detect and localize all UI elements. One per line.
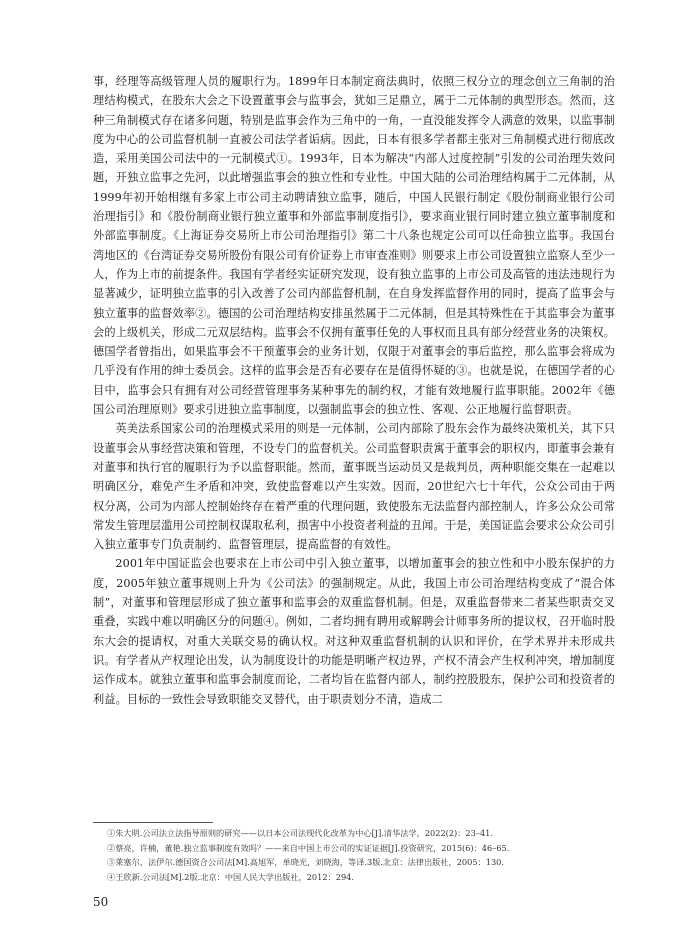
footnote-divider: [93, 822, 213, 823]
footnote-1: ①朱大明.公司法立法指导原则的研究——以日本公司法现代化改革为中心[J].清华法学，2022(2)：23–41.: [107, 828, 493, 838]
footnotes: [107, 826, 615, 884]
paragraph-anglo-american-model: 英美法系国家公司的治理模式采用的则是一元体制，公司内部除了股东会作为最终决策机关，其下只设董事会从事经营决策和管理，不设专门的监督机关。公司监督职责寓于董事会的职权内，即董事会兼有对董事和执行官的履职行为予以监督职能。然而，董事既当运动员又是裁判员，两种职能交集在一起难以明确区分，难免产生矛盾和冲突，致使监督难以产生实效。因而，20世纪六七十年代，公众公司由于两权分离，公司为内部人控制始终存在着严重的代理问题，致使股东无法监督内部控制人，许多公众公司常常发生管理层滥用公司控制权谋取私利，损害中小投资者利益的丑闻。于是，美国证监会要求公众公司引入独立董事专门负责制约、监督管理层，提高监督的有效性。: [93, 422, 615, 552]
body-text: [93, 72, 615, 709]
page-number: 50: [93, 895, 109, 909]
paragraph-continuation: 事，经理等高级管理人员的履职行为。1899年日本制定商法典时，依照三权分立的理念创立三角制的治理结构模式，在股东大会之下设置董事会与监事会，犹如三足鼎立，属于二元体制的典型形态。然而，这种三角制模式存在诸多问题，特别是监事会作为三角中的一角，一直没能发挥令人满意的效果，以监事制度为中心的公司监督机制一直被公司法学者诟病。因此，日本有很多学者都主张对三角制模式进行彻底改造，采用美国公司法中的一元制模式①。1993年，日本为解决“内部人过度控制”引发的公司治理失效问题，开独立监事之先河，以此增强监事会的独立性和专业性。中国大陆的公司治理结构属于二元体制，从1999年初开始相继有多家上市公司主动聘请独立监事，随后，中国人民银行制定《股份制商业银行公司治理指引》和《股份制商业银行独立董事和外部监事制度指引》，要求商业银行同时建立独立董事制度和外部监事制度。《上海证券交易所上市公司治理指引》第二十八条也规定公司可以任命独立监事。我国台湾地区的《台湾证券交易所股份有限公司有价证券上市审查准则》则要求上市公司设置独立监察人至少一人，作为上市的前提条件。我国有学者经实证研究发现，设有独立监事的上市公司及高管的违法违规行为显著减少，证明独立监事的引入改善了公司内部监督机制，在自身发挥监督作用的同时，提高了监事会与独立董事的监督效率②。德国的公司治理结构安排虽然属于二元体制，但是其特殊性在于其监事会为董事会的上级机关，形成二元双层结构。监事会不仅拥有董事任免的人事权而且具有部分经营业务的决策权。德国学者曾指出，如果监事会不干预董事会的业务计划，仅限于对董事会的事后监控，那么监事会将成为几乎没有作用的绅士委员会。这样的监事会是否有必要存在是值得怀疑的③。也就是说，在德国学者的心目中，监事会只有拥有对公司经营管理事务某种事先的制约权，才能有效地履行监事职能。2002年《德国公司治理原则》要求引进独立监事制度，以强制监事会的独立性、客观、公正地履行监督职责。: [93, 75, 615, 417]
paragraph-china-2001: 2001年中国证监会也要求在上市公司中引入独立董事，以增加董事会的独立性和中小股东保护的力度，2005年独立董事规则上升为《公司法》的强制规定。从此，我国上市公司治理结构变成了“混合体制”，对董事和管理层形成了独立董事和监事会的双重监督机制。但是，双重监督带来二者某些职责交叉重叠，实践中难以明确区分的问题④。例如，二者均拥有聘用或解聘会计师事务所的提议权，召开临时股东大会的提请权，对重大关联交易的确认权。对这种双重监督机制的认识和评价，在学术界并未形成共识。有学者从产权理论出发，认为制度设计的功能是明晰产权边界，产权不清会产生权利冲突，增加制度运作成本。就独立董事和监事会制度而论，二者均旨在监督内部人，制约控股股东，保护公司和投资者的利益。目标的一致性会导致职能交叉替代，由于职责划分不清，造成二: [93, 557, 615, 706]
footnote-2: ②蔡亮，许楠，董艳.独立监事制度有效吗？——来自中国上市公司的实证证据[J].投资研究，2015(6)：46–65.: [107, 842, 510, 853]
footnote-4: ④王欣新.公司法[M].2版.北京：中国人民大学出版社，2012：294.: [107, 871, 354, 882]
footnote-3: ③莱塞尔，法伊尔.德国资合公司法[M].高旭军，单晓光，刘晓海，等译.3版.北京：法律出版社，2005：130.: [107, 857, 504, 868]
